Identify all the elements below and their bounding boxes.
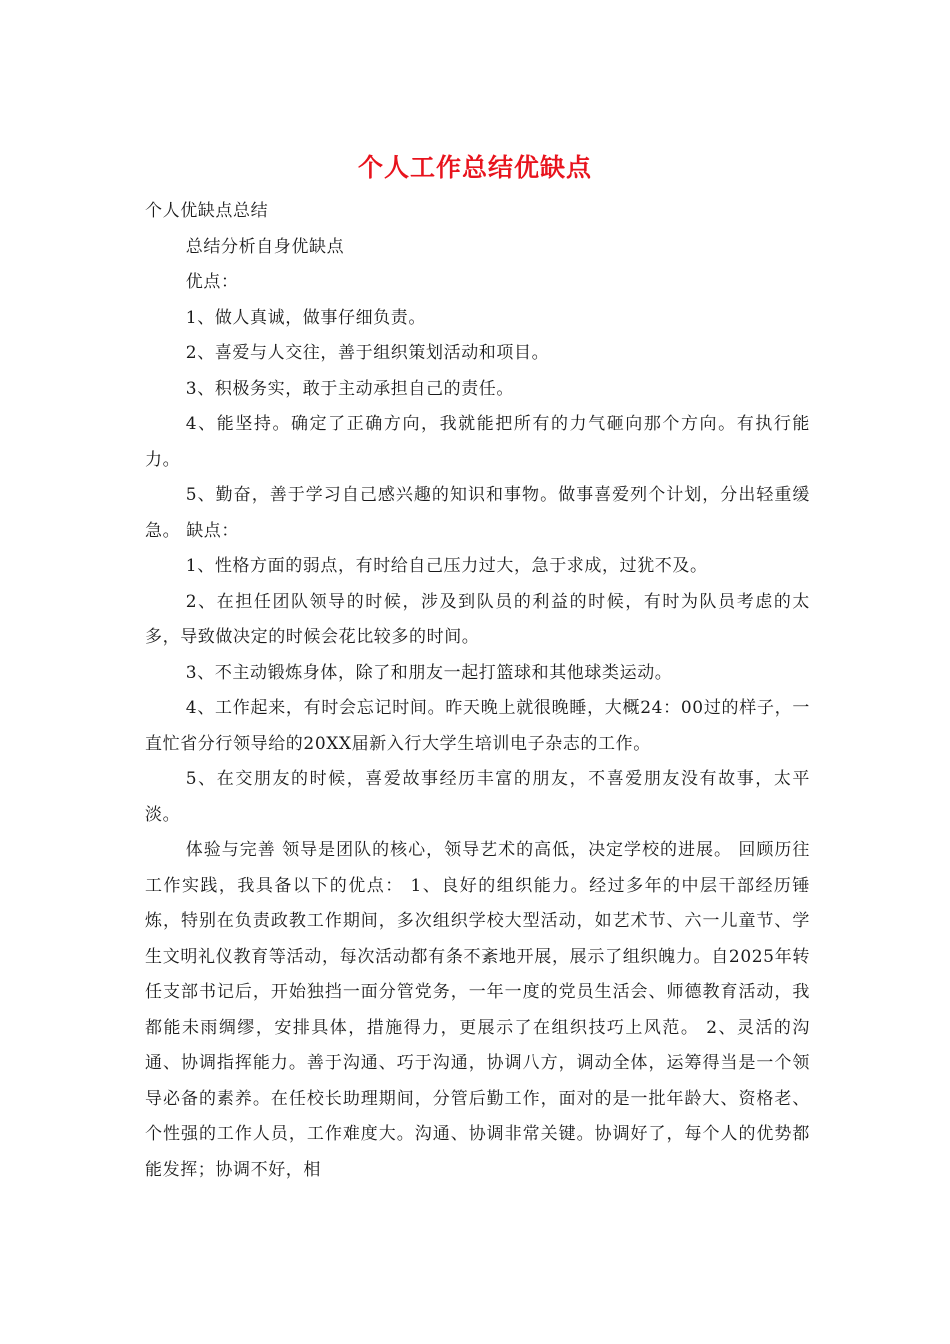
paragraph: 5、勤奋，善于学习自己感兴趣的知识和事物。做事喜爱列个计划，分出轻重缓急。 缺点： — [145, 485, 810, 541]
paragraph: 1、做人真诚，做事仔细负责。 — [185, 307, 427, 328]
paragraph: 4、工作起来，有时会忘记时间。昨天晚上就很晚睡，大概24：00过的样子，一直忙省分行领导给的20XX届新入行大学生培训电子杂志的工作。 — [145, 698, 810, 754]
paragraph: 1、性格方面的弱点，有时给自己压力过大，急于求成，过犹不及。 — [185, 556, 708, 576]
paragraph: 2、喜爱与人交往，善于组织策划活动和项目。 — [185, 343, 550, 363]
paragraph: 总结分析自身优缺点 — [185, 236, 345, 257]
paragraph: 3、不主动锻炼身体，除了和朋友一起打篮球和其他球类运动。 — [185, 662, 673, 683]
paragraph: 5、在交朋友的时候，喜爱故事经历丰富的朋友，不喜爱朋友没有故事，太平淡。 — [145, 769, 810, 825]
paragraph: 优点： — [185, 272, 239, 292]
paragraph: 3、积极务实，敢于主动承担自己的责任。 — [185, 378, 515, 399]
paragraph: 个人优缺点总结 — [145, 201, 269, 221]
document-title: 个人工作总结优缺点 — [357, 153, 592, 182]
paragraph: 2、在担任团队领导的时候，涉及到队员的利益的时候，有时为队员考虑的太多，导致做决定的时候会花比较多的时间。 — [145, 591, 810, 647]
paragraph: 体验与完善 领导是团队的核心，领导艺术的高低，决定学校的进展。 回顾历往工作实践，我具备以下的优点： 1、良好的组织能力。经过多年的中层干部经历锤炼，特别在负责政教工作期间，多次组织学校大型活动，如艺术节、六一儿童节、学生文明礼仪教育等活动，每次活动都有条不紊地开展，展示了组织魄力。自2025年转任支部书记后，开始独挡一面分管党务，一年一度的党员生活会、师德教育活动，我都能未雨绸缪，安排具体，措施得力，更展示了在组织技巧上风范。 2、灵活的沟通、协调指挥能力。善于沟通、巧于沟通，协调八方，调动全体，运筹得当是一个领导必备的素养。在任校长助理期间，分管后勤工作，面对的是一批年龄大、资格老、个性强的工作人员，工作难度大。沟通、协调非常关键。协调好了，每个人的优势都能发挥；协调不好，相 — [145, 840, 810, 1180]
document-body — [145, 194, 810, 1188]
paragraph: 4、能坚持。确定了正确方向，我就能把所有的力气砸向那个方向。有执行能力。 — [145, 414, 810, 470]
